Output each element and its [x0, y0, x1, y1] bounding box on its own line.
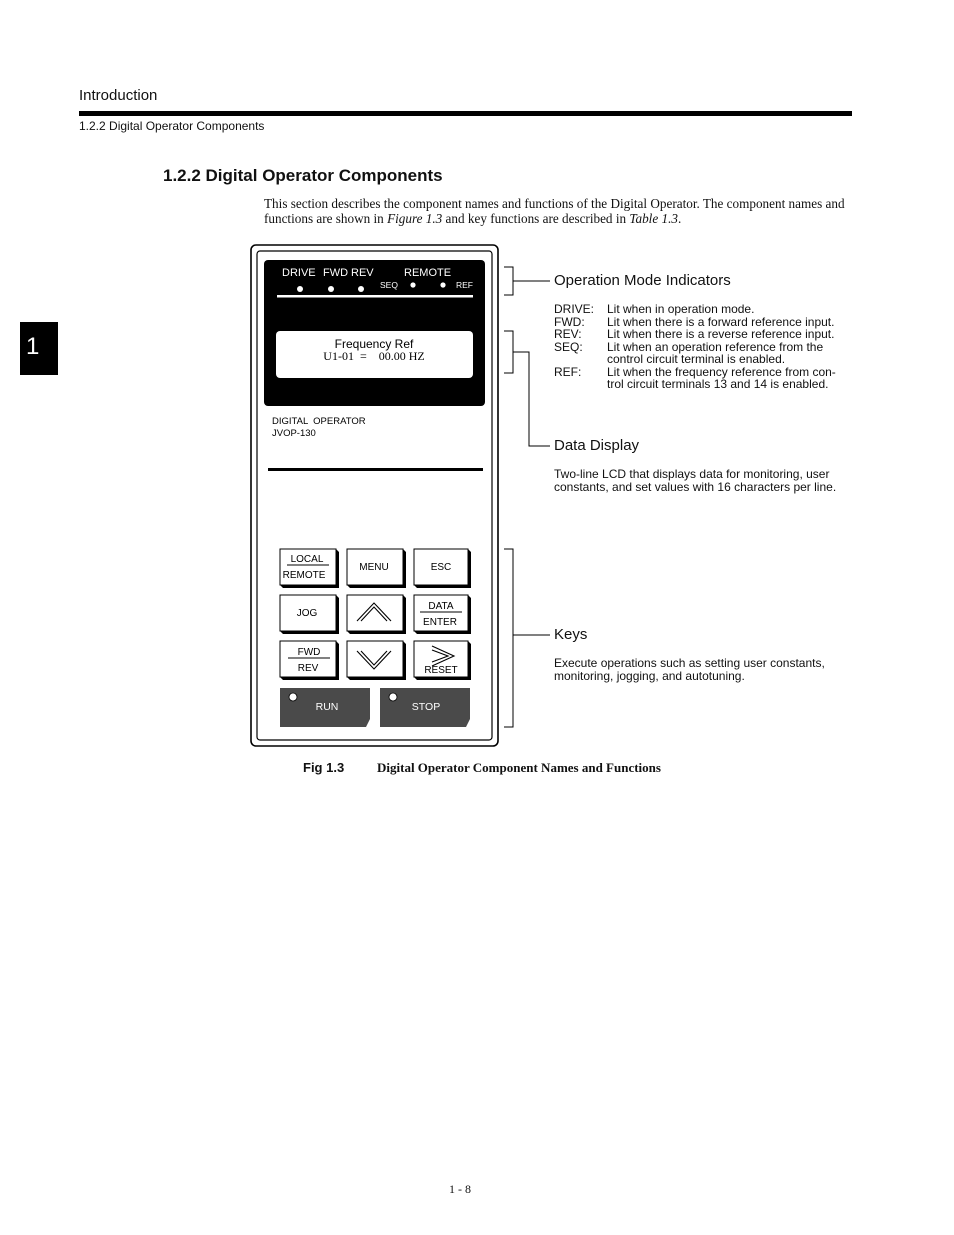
panel-divider	[268, 468, 483, 471]
intro-text-2: and key functions are described in	[442, 210, 630, 226]
definition-row	[554, 328, 854, 341]
header-rule	[79, 111, 852, 116]
indicator-label-seq: SEQ	[380, 280, 398, 290]
definition-text: Lit when an operation reference from the control circuit terminal is enabled.	[607, 339, 824, 366]
indicator-label-remote: REMOTE	[404, 267, 452, 279]
model-name: DIGITAL OPERATOR	[272, 416, 366, 427]
local-label: LOCAL	[290, 554, 324, 565]
intro-text-1: This section describes the component names and functions of the Digital Operator. The component names and functions are shown in	[264, 196, 845, 226]
run-led	[289, 693, 297, 701]
seq-indicator-led	[410, 282, 415, 287]
stop-label: STOP	[411, 701, 441, 713]
figure-reference: Figure 1.3	[387, 210, 443, 226]
intro-text-3: .	[677, 210, 682, 226]
definition-key: REV:	[554, 327, 582, 341]
local-remote-key[interactable]	[280, 549, 339, 588]
section-heading: 1.2.2 Digital Operator Components	[163, 166, 443, 185]
lcd-line-2: U1-01 = 00.00 HZ	[323, 349, 425, 363]
definition-key: REF:	[554, 364, 582, 379]
reset-label: RESET	[424, 665, 458, 676]
model-number: JVOP-130	[272, 428, 316, 439]
definition-text: Lit when there is a forward reference input.	[607, 314, 835, 329]
menu-key[interactable]	[347, 549, 406, 588]
keys-description: Execute operations such as setting user constants, monitoring, jogging, and autotuning.	[554, 656, 825, 683]
up-key[interactable]	[347, 595, 406, 634]
fwd-label: FWD	[297, 647, 321, 658]
stop-key[interactable]	[380, 688, 470, 727]
definition-row	[554, 303, 854, 316]
definition-text: Lit when there is a reverse reference input.	[607, 327, 835, 341]
menu-label: MENU	[359, 562, 389, 573]
drive-indicator-led	[297, 286, 303, 292]
intro-paragraph	[264, 197, 864, 226]
chapter-tab: 1	[20, 322, 58, 375]
indicator-label-fwd: FWD	[323, 267, 349, 279]
definition-row	[554, 366, 854, 391]
reset-key[interactable]	[414, 641, 471, 680]
lcd-line-1: Frequency Ref	[334, 337, 414, 351]
data-label: DATA	[428, 601, 454, 612]
table-reference: Table 1.3	[629, 210, 678, 226]
run-label: RUN	[315, 701, 339, 713]
rev-indicator-led	[358, 286, 364, 292]
definition-key: SEQ:	[554, 339, 583, 354]
page-number: 1 - 8	[449, 1182, 471, 1196]
down-key[interactable]	[347, 641, 406, 680]
jog-label: JOG	[296, 608, 318, 619]
definition-key: DRIVE:	[554, 302, 595, 316]
stop-led	[389, 693, 397, 701]
running-header-title: Introduction	[79, 87, 158, 104]
digital-operator-illustration	[240, 236, 540, 754]
indicator-label-rev: REV	[351, 267, 374, 279]
remote-label: REMOTE	[282, 570, 326, 581]
jog-key[interactable]	[280, 595, 339, 634]
fwd-rev-key[interactable]	[280, 641, 339, 680]
ref-indicator-led	[440, 282, 445, 287]
operation-mode-definitions	[554, 303, 854, 391]
callout-brackets	[500, 260, 560, 730]
keys-title: Keys	[554, 626, 588, 643]
data-display-description: Two-line LCD that displays data for monitoring, user constants, and set values with 16 characters per line.	[554, 467, 837, 494]
figure-caption: Digital Operator Component Names and Functions	[377, 760, 661, 775]
indicator-underline	[277, 295, 473, 298]
operation-mode-title: Operation Mode Indicators	[554, 272, 731, 289]
definition-row	[554, 341, 854, 366]
rev-label: REV	[297, 663, 319, 674]
esc-key[interactable]	[414, 549, 471, 588]
data-display-title: Data Display	[554, 437, 640, 454]
definition-text: Lit when the frequency reference from con-trol circuit terminals 13 and 14 is enabled.	[607, 364, 836, 391]
definition-key: FWD:	[554, 314, 585, 329]
fwd-indicator-led	[328, 286, 334, 292]
enter-label: ENTER	[423, 617, 457, 628]
indicator-label-drive: DRIVE	[282, 267, 316, 279]
run-key[interactable]	[280, 688, 370, 727]
running-header-section: 1.2.2 Digital Operator Components	[79, 119, 265, 133]
figure-label: Fig 1.3	[303, 760, 345, 775]
esc-label: ESC	[430, 562, 452, 573]
data-enter-key[interactable]	[414, 595, 471, 634]
definition-text: Lit when in operation mode.	[607, 302, 755, 316]
indicator-label-ref: REF	[456, 280, 473, 290]
